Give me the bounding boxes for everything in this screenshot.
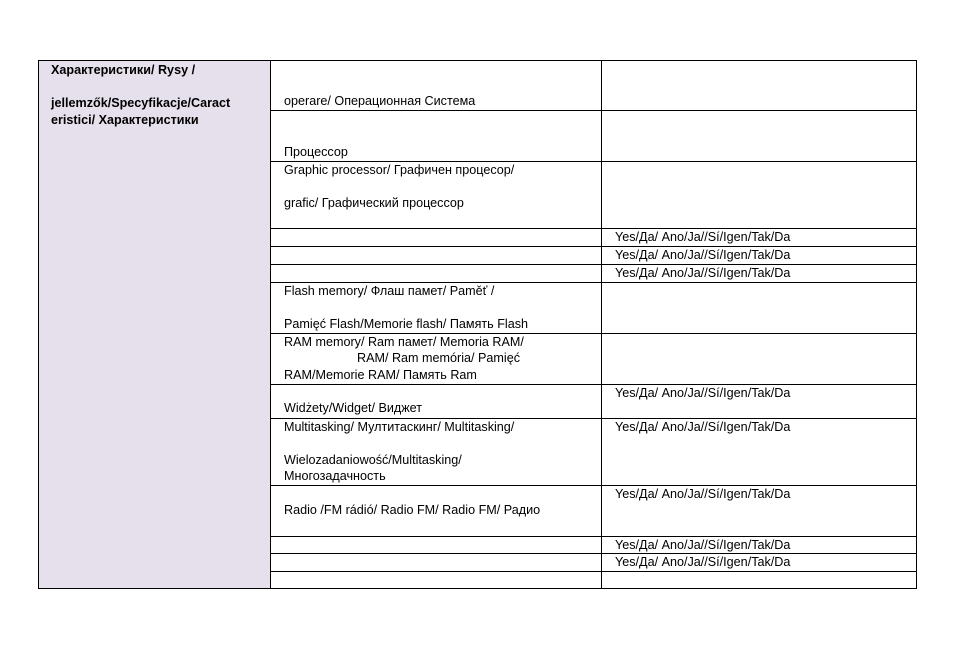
feature-value-cell <box>602 485 917 536</box>
feature-value-cell <box>602 384 917 418</box>
feature-value: Yes/Да/ Ano/Ja//Sí/Igen/Tak/Da <box>615 537 791 552</box>
feature-name: Radio /FM rádió/ Radio FM/ Radio FM/ Радио <box>284 502 541 517</box>
feature-name-cell <box>271 572 602 589</box>
feature-value-cell <box>602 554 917 572</box>
feature-name: Flash memory/ Флаш памет/ Paměť / <box>284 284 495 298</box>
feature-name-cell <box>271 162 602 229</box>
feature-value: Yes/Да/ Ano/Ja//Sí/Igen/Tak/Da <box>615 419 791 434</box>
feature-name: operare/ Операционная Система <box>284 93 476 108</box>
feature-value: Yes/Да/ Ano/Ja//Sí/Igen/Tak/Da <box>615 486 791 501</box>
feature-value-cell <box>602 61 917 111</box>
table-row <box>39 61 917 111</box>
feature-name: Многозадачность <box>284 469 386 483</box>
feature-value: Yes/Да/ Ano/Ja//Sí/Igen/Tak/Da <box>615 555 791 569</box>
feature-name-cell <box>271 61 602 111</box>
feature-name: Pamięć Flash/Memorie flash/ Память Flash <box>284 317 529 331</box>
feature-value-cell <box>602 111 917 162</box>
feature-name-cell <box>271 229 602 247</box>
feature-name-cell <box>271 536 602 554</box>
feature-value: Yes/Да/ Ano/Ja//Sí/Igen/Tak/Da <box>615 266 791 280</box>
feature-name: Graphic processor/ Графичен процесор/ <box>284 163 515 177</box>
spec-table <box>38 60 917 589</box>
feature-name-cell <box>271 333 602 384</box>
feature-name-cell <box>271 265 602 283</box>
characteristics-header-cell <box>39 61 271 589</box>
feature-name: Widżety/Widget/ Виджет <box>284 401 423 415</box>
feature-value-cell <box>602 572 917 589</box>
feature-value-cell <box>602 418 917 485</box>
feature-name-cell <box>271 384 602 418</box>
header-line: Характеристики/ Rysy / <box>51 63 196 77</box>
feature-value-cell <box>602 162 917 229</box>
feature-value-cell <box>602 333 917 384</box>
feature-name: RAM memory/ Ram памет/ Memoria RAM/ <box>284 334 524 349</box>
feature-name-cell <box>271 283 602 334</box>
feature-value-cell <box>602 283 917 334</box>
feature-value-cell <box>602 536 917 554</box>
feature-value: Yes/Да/ Ano/Ja//Sí/Igen/Tak/Da <box>615 230 791 244</box>
feature-value: Yes/Да/ Ano/Ja//Sí/Igen/Tak/Da <box>615 385 791 400</box>
feature-name: Wielozadaniowość/Multitasking/ <box>284 452 462 467</box>
feature-name: Multitasking/ Мултитаскинг/ Multitasking/ <box>284 419 515 434</box>
feature-value: Yes/Да/ Ano/Ja//Sí/Igen/Tak/Da <box>615 248 791 262</box>
feature-name: RAM/Memorie RAM/ Память Ram <box>284 367 477 382</box>
feature-name-cell <box>271 111 602 162</box>
feature-name: grafic/ Графический процессор <box>284 196 464 210</box>
feature-value-cell <box>602 229 917 247</box>
feature-name-cell <box>271 247 602 265</box>
feature-value-cell <box>602 247 917 265</box>
header-line: jellemzők/Specyfikacje/Caract <box>51 96 231 110</box>
feature-name-cell <box>271 485 602 536</box>
feature-name: Процессор <box>284 144 348 159</box>
feature-name-cell <box>271 418 602 485</box>
feature-value-cell <box>602 265 917 283</box>
feature-name: RAM/ Ram memória/ Pamięć <box>356 351 521 365</box>
feature-name-cell <box>271 554 602 572</box>
header-line: eristici/ Характеристики <box>51 112 199 127</box>
